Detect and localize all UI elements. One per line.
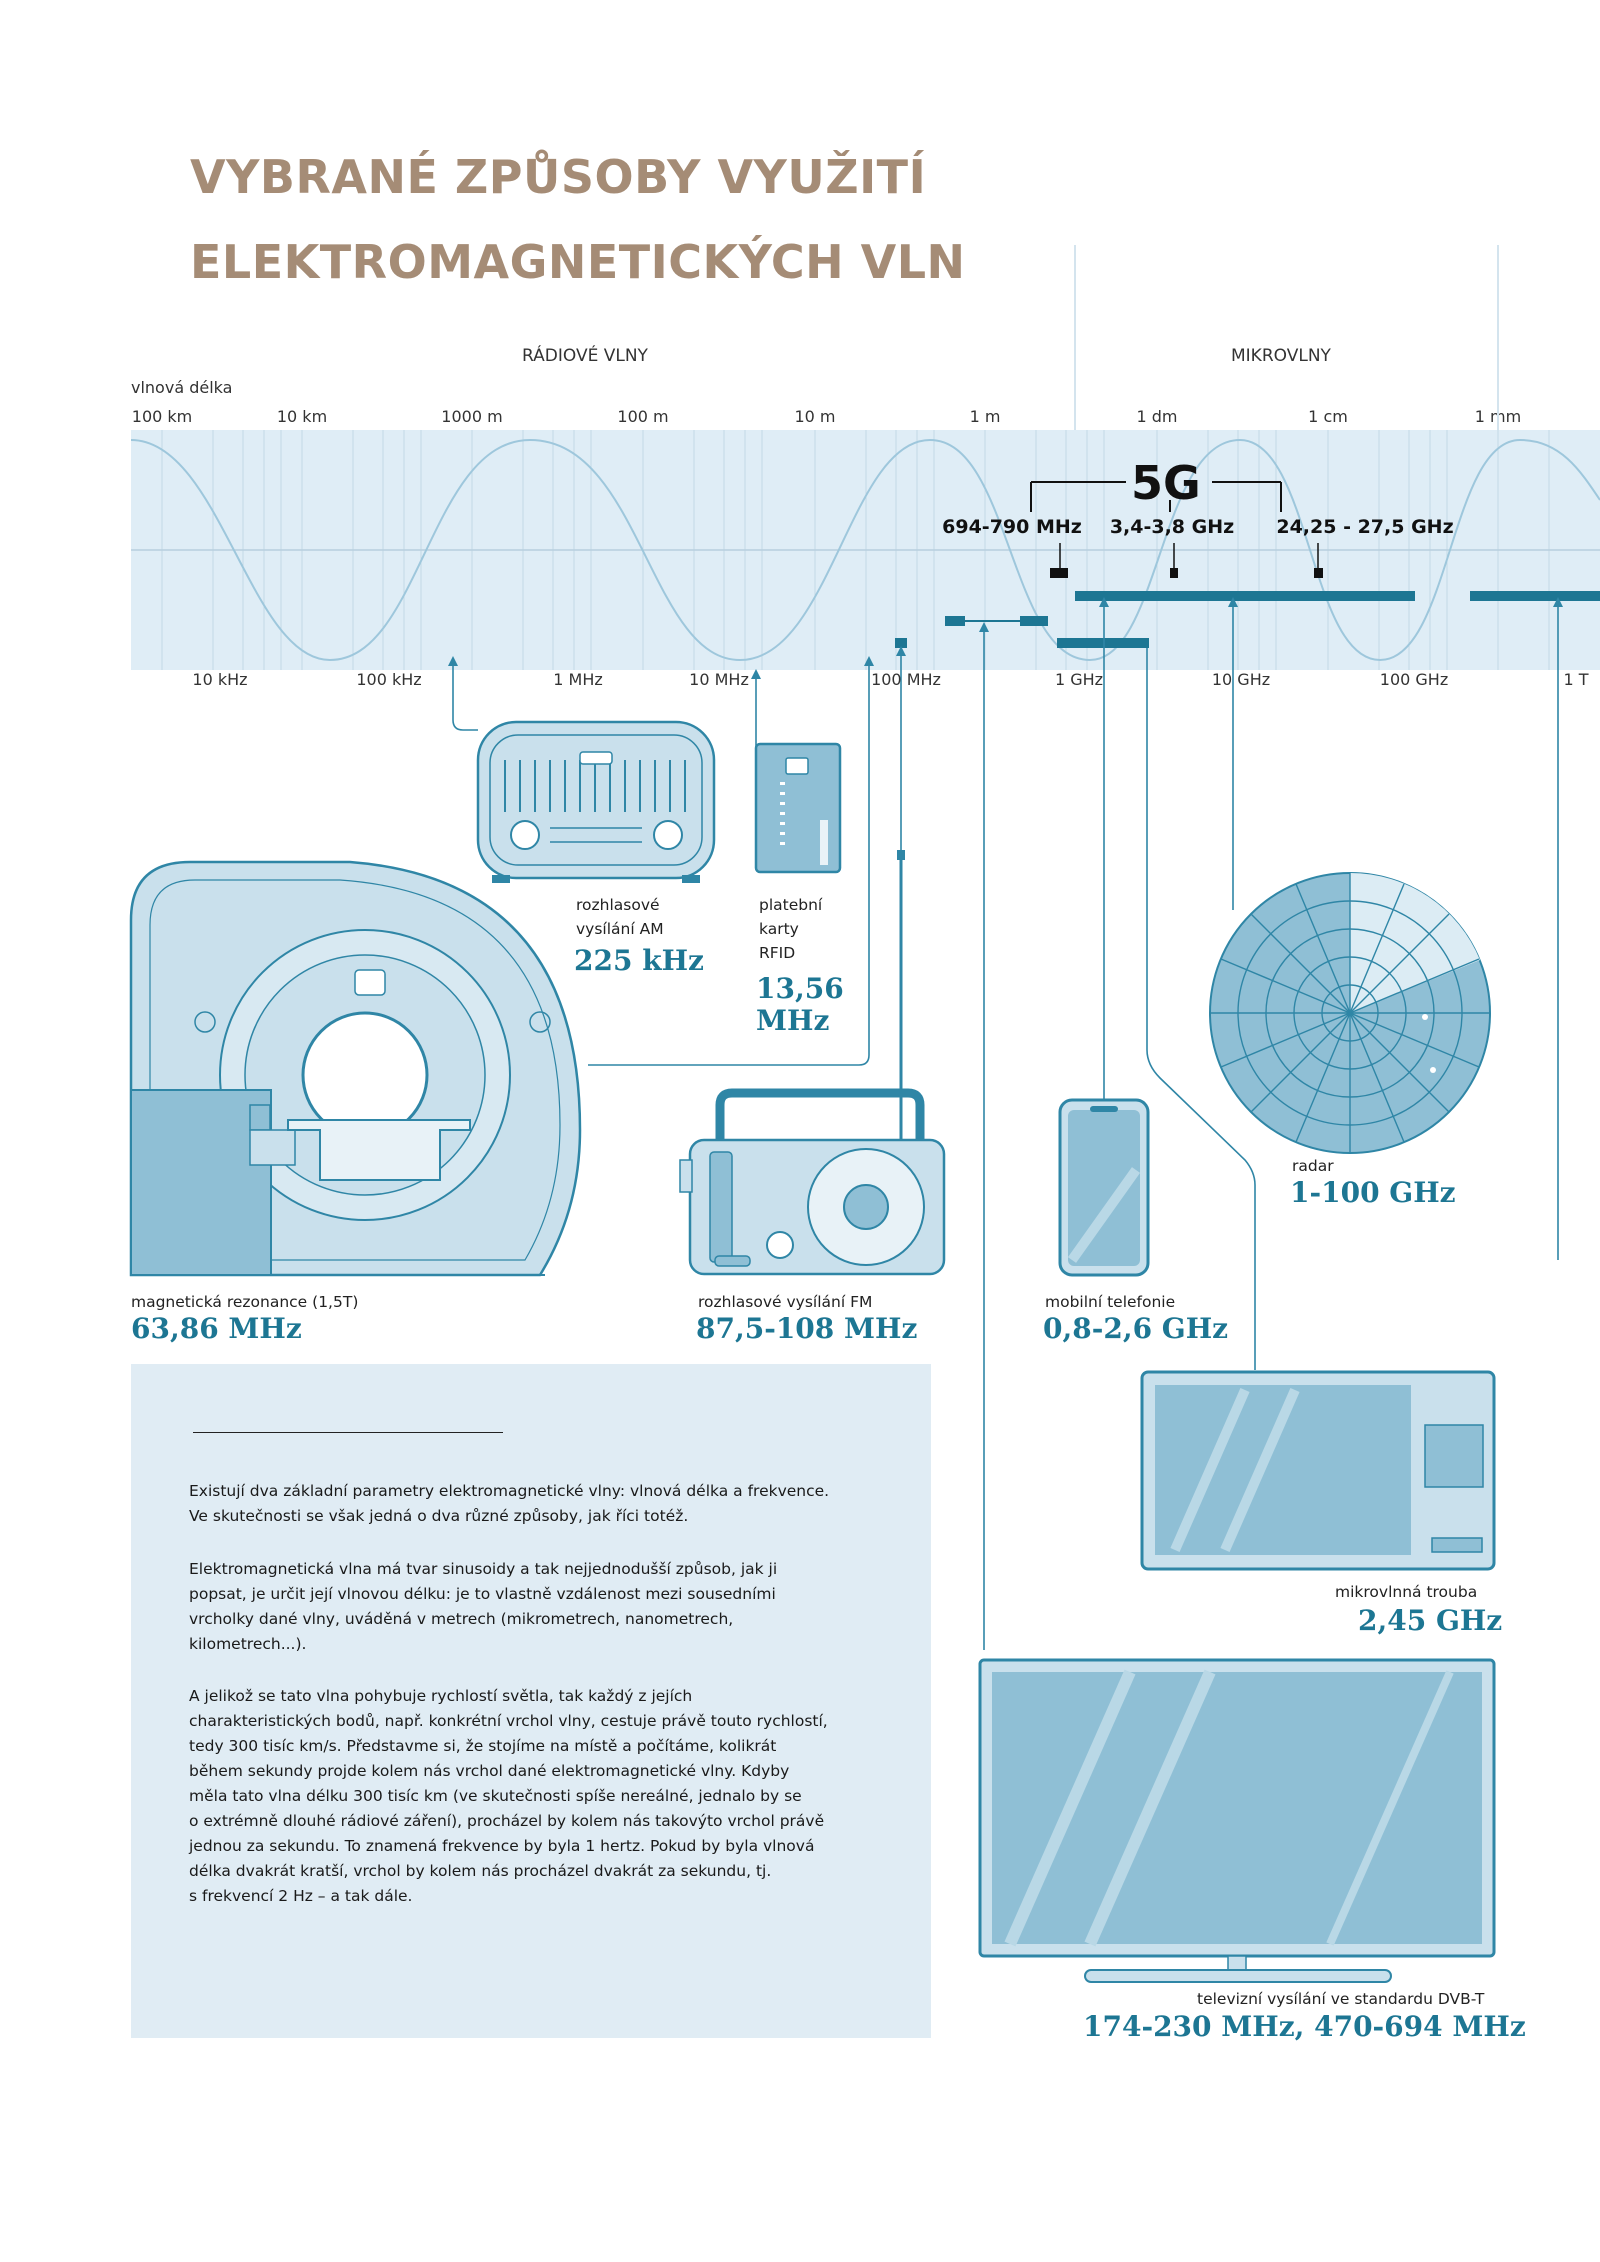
- microwave-caption: mikrovlnná trouba: [1335, 1583, 1478, 1601]
- fiveg-marker-2: [1170, 568, 1178, 578]
- fiveg-band-1: 694-790 MHz: [942, 516, 1082, 538]
- am-value: 225 kHz: [574, 944, 704, 977]
- wavelength-tick: 1 dm: [1136, 407, 1178, 426]
- fiveg-band-3: 24,25 - 27,5 GHz: [1276, 516, 1454, 538]
- am-caption-2: vysílání AM: [576, 920, 664, 938]
- rfid-value-2: MHz: [756, 1004, 830, 1037]
- wavelength-tick: 10 m: [794, 407, 836, 426]
- tv-illustration: [980, 1660, 1494, 1982]
- fm-caption: rozhlasové vysílání FM: [698, 1293, 873, 1311]
- mobile-phone-illustration: [1060, 1100, 1148, 1275]
- wavelength-axis-label: vlnová délka: [131, 378, 233, 397]
- range-bar-tv-uhf: [1020, 616, 1048, 626]
- band-label-radio: RÁDIOVÉ VLNY: [522, 346, 648, 366]
- info-paragraph-2: Elektromagnetická vlna má tvar sinusoidy a tak nejjednodušší způsob, jak ji popsat, je určit její vlnovou délku: je to vlastně vzdálenost mezi sousedními vrcholky dané vlny, uváděná v metrech (mikrometrech, nanometrech, kilometrech...).: [189, 1560, 778, 1653]
- mri-illustration: [131, 862, 580, 1275]
- wavelength-tick: 1 m: [969, 407, 1001, 426]
- microwave-value: 2,45 GHz: [1358, 1604, 1503, 1637]
- fiveg-marker-1: [1050, 568, 1068, 578]
- wavelength-tick: 100 km: [131, 407, 193, 426]
- info-paragraph-3: A jelikož se tato vlna pohybuje rychlostí světla, tak každý z jejích charakteristických bodů, např. konkrétní vrchol vlny, cestuje právě touto rychlostí, tedy 300 tisíc km/s. Představme si, že stojíme na místě a počítáme, kolikrát během sekundy projde kolem nás vrchol dané elektromagnetické vlny. Kdyby měla tato vlna délku 300 tisíc km (ve skutečnosti spíše nereálné, jednalo by se o extrémně dlouhé rádiové záření), procházel by kolem nás takovýto vrchol právě jednou za sekundu. To znamená frekvence by byla 1 hertz. Pokud by byla vlnová délka dvakrát kratší, vrchol by kolem nás procházel dvakrát za sekundu, tj. s frekvencí 2 Hz – a tak dále.: [189, 1687, 828, 1905]
- range-bar-infrared: [1470, 591, 1600, 601]
- frequency-tick: 10 MHz: [689, 670, 749, 689]
- wavelength-tick: 1000 m: [441, 407, 503, 426]
- range-bar-tv-vhf: [945, 616, 965, 626]
- mri-caption: magnetická rezonance (1,5T): [131, 1293, 359, 1311]
- rfid-caption-1: platební: [759, 896, 823, 914]
- frequency-tick: 10 GHz: [1211, 670, 1271, 689]
- fm-value: 87,5-108 MHz: [696, 1312, 918, 1345]
- frequency-tick: 1 T: [1563, 670, 1589, 689]
- rfid-value-1: 13,56: [756, 972, 844, 1005]
- rfid-caption-2: karty: [759, 920, 799, 938]
- page-title-line1: VYBRANÉ ZPŮSOBY VYUŽITÍ: [190, 150, 927, 204]
- frequency-tick: 100 kHz: [356, 670, 422, 689]
- microwave-oven-illustration: [1142, 1372, 1494, 1569]
- wavelength-tick: 100 m: [617, 407, 669, 426]
- range-bar-radar: [1075, 591, 1415, 601]
- rfid-caption-3: RFID: [759, 944, 796, 962]
- tv-value: 174-230 MHz, 470-694 MHz: [1083, 2010, 1526, 2043]
- info-divider: [193, 1432, 503, 1433]
- radar-value: 1-100 GHz: [1290, 1176, 1456, 1209]
- am-radio-illustration: [478, 722, 714, 883]
- am-caption-1: rozhlasové: [576, 896, 660, 914]
- frequency-tick: 10 kHz: [192, 670, 248, 689]
- mri-value: 63,86 MHz: [131, 1312, 302, 1345]
- fiveg-marker-3: [1314, 568, 1323, 578]
- info-paragraph-1: Existují dva základní parametry elektromagnetické vlny: vlnová délka a frekvence. Ve skutečnosti se však jedná o dva různé způsoby, jak říci totéž.: [189, 1482, 830, 1525]
- radar-caption: radar: [1292, 1157, 1334, 1175]
- radar-illustration: [1210, 873, 1490, 1153]
- fiveg-label: 5G: [1131, 456, 1201, 510]
- fiveg-band-2: 3,4-3,8 GHz: [1109, 516, 1235, 538]
- frequency-tick: 100 MHz: [871, 670, 941, 689]
- mobile-caption: mobilní telefonie: [1045, 1293, 1176, 1311]
- rfid-card-illustration: [756, 744, 840, 872]
- wavelength-tick: 1 cm: [1308, 407, 1348, 426]
- info-box: [131, 1364, 931, 2038]
- frequency-tick: 1 GHz: [1054, 670, 1104, 689]
- tv-caption: televizní vysílání ve standardu DVB-T: [1197, 1990, 1485, 2008]
- page-title-line2: ELEKTROMAGNETICKÝCH VLN: [190, 235, 966, 289]
- range-bar-mobile: [1057, 638, 1149, 648]
- wavelength-tick: 1 mm: [1474, 407, 1522, 426]
- frequency-tick: 1 MHz: [553, 670, 603, 689]
- wavelength-tick: 10 km: [276, 407, 328, 426]
- mobile-value: 0,8-2,6 GHz: [1043, 1312, 1229, 1345]
- band-label-microwave: MIKROVLNY: [1231, 346, 1331, 366]
- frequency-tick: 100 GHz: [1379, 670, 1449, 689]
